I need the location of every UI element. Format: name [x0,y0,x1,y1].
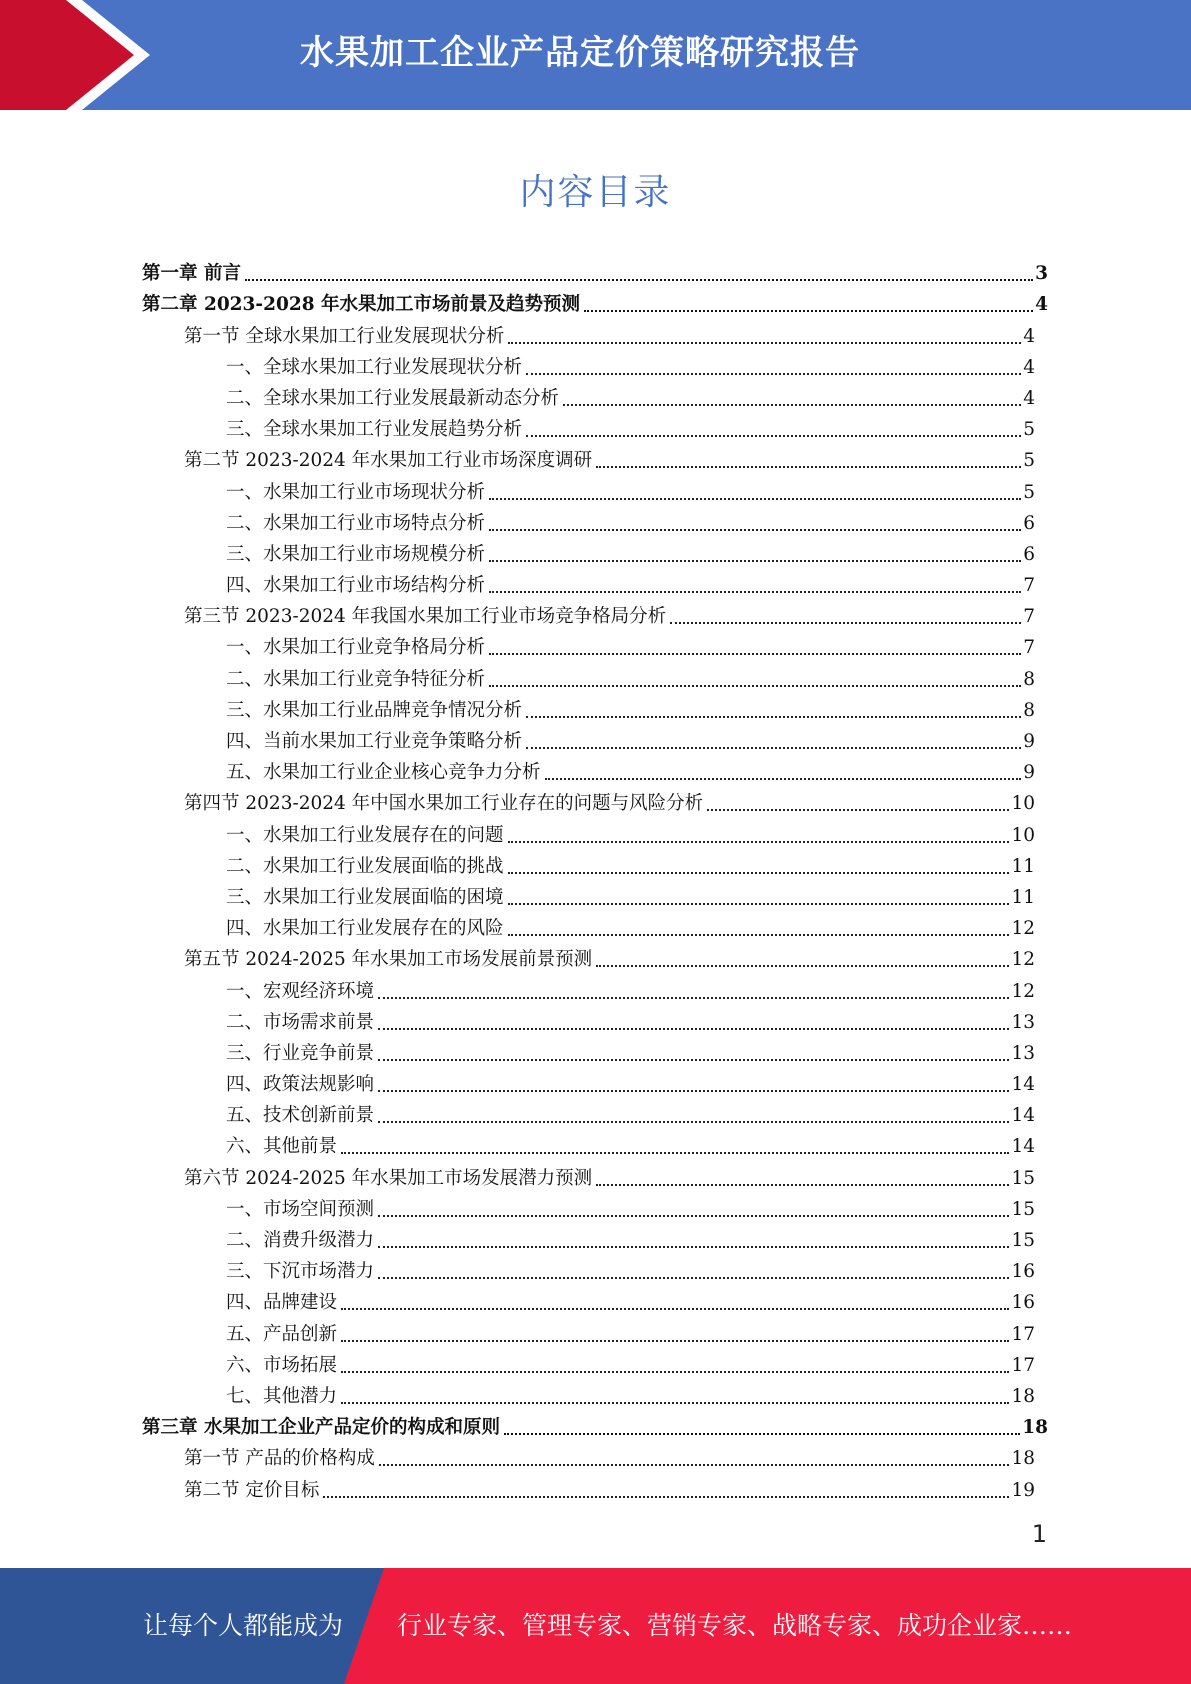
toc-dot-leader [489,684,1021,687]
table-of-contents [142,254,1048,1502]
toc-entry[interactable] [142,348,1035,379]
toc-entry[interactable] [142,847,1035,878]
toc-entry-title: 第一节 产品的价格构成 [184,1448,375,1470]
toc-dot-leader [378,1027,1009,1030]
toc-entry[interactable] [142,878,1035,909]
toc-entry-title: 四、品牌建设 [226,1292,338,1314]
toc-entry-title: 一、水果加工行业发展存在的问题 [226,824,504,846]
toc-entry[interactable] [142,909,1035,940]
toc-dot-leader [489,590,1021,593]
toc-entry-title: 三、行业竞争前景 [226,1042,375,1064]
toc-entry[interactable] [142,285,1048,316]
toc-dot-leader [378,1120,1009,1123]
toc-dot-leader [596,964,1009,967]
toc-entry-page: 5 [1023,419,1035,441]
toc-dot-leader [323,1495,1009,1498]
toc-dot-leader [341,1339,1009,1342]
toc-dot-leader [563,403,1021,406]
toc-entry[interactable] [142,566,1035,597]
toc-entry-title: 三、全球水果加工行业发展趋势分析 [226,419,523,441]
toc-entry-title: 一、市场空间预测 [226,1198,375,1220]
toc-entry-page: 9 [1023,762,1035,784]
toc-entry-page: 12 [1011,980,1035,1002]
toc-entry[interactable] [142,441,1035,472]
toc-entry-title: 第一章 前言 [142,263,241,285]
toc-entry-title: 三、水果加工行业品牌竞争情况分析 [226,699,523,721]
toc-dot-leader [526,372,1021,375]
toc-dot-leader [707,808,1009,811]
toc-entry-page: 5 [1023,481,1035,503]
toc-entry-title: 二、市场需求前景 [226,1011,375,1033]
toc-entry-title: 三、下沉市场潜力 [226,1261,375,1283]
toc-dot-leader [245,278,1033,281]
toc-entry-page: 5 [1023,450,1035,472]
toc-entry-page: 11 [1011,855,1035,877]
toc-dot-leader [504,1432,1020,1435]
toc-entry[interactable] [142,1034,1035,1065]
toc-entry[interactable] [142,1283,1035,1314]
toc-entry-title: 第四节 2023-2024 年中国水果加工行业存在的问题与风险分析 [184,793,704,815]
toc-entry-title: 二、水果加工行业竞争特征分析 [226,668,486,690]
toc-entry-page: 16 [1011,1261,1035,1283]
toc-entry[interactable] [142,316,1035,347]
toc-entry-title: 第三节 2023-2024 年我国水果加工行业市场竞争格局分析 [184,606,667,628]
footer-slogan-left: 让每个人都能成为 [143,1611,344,1640]
toc-dot-leader [378,1245,1009,1248]
toc-entry-page: 7 [1023,606,1035,628]
toc-entry-page: 16 [1011,1292,1035,1314]
toc-entry-page: 12 [1011,949,1035,971]
toc-entry-page: 3 [1035,263,1048,285]
toc-entry[interactable] [142,1439,1035,1470]
report-title: 水果加工企业产品定价策略研究报告 [300,33,860,73]
toc-entry-page: 9 [1023,731,1035,752]
toc-entry[interactable] [142,1096,1035,1127]
toc-entry-title: 第二节 2023-2024 年水果加工行业市场深度调研 [184,450,593,472]
toc-entry[interactable] [142,1408,1048,1439]
toc-entry-page: 18 [1011,1385,1035,1407]
toc-entry-title: 三、水果加工行业发展面临的困境 [226,886,504,908]
toc-entry-title: 一、全球水果加工行业发展现状分析 [226,356,523,378]
toc-entry-page: 8 [1023,699,1035,721]
toc-dot-leader [596,1183,1009,1186]
toc-entry[interactable] [142,815,1035,846]
toc-dot-leader [526,434,1021,437]
toc-dot-leader [596,465,1021,468]
toc-dot-leader [341,1401,1009,1404]
toc-entry[interactable] [142,628,1035,659]
toc-dot-leader [526,715,1021,718]
toc-dot-leader [526,746,1021,749]
toc-entry[interactable] [142,597,1035,628]
toc-entry-page: 6 [1023,543,1035,565]
toc-entry-title: 第二节 定价目标 [184,1479,320,1501]
toc-entry[interactable] [142,1221,1035,1252]
toc-entry-page: 14 [1011,1136,1035,1158]
toc-entry[interactable] [142,753,1035,784]
toc-entry[interactable] [142,1003,1035,1034]
toc-dot-leader [489,497,1021,500]
toc-entry-title: 一、水果加工行业市场现状分析 [226,481,486,503]
toc-entry[interactable] [142,971,1035,1002]
toc-entry-title: 第二章 2023-2028 年水果加工市场前景及趋势预测 [142,294,581,316]
toc-entry[interactable] [142,1127,1035,1158]
toc-dot-leader [508,341,1021,344]
toc-entry[interactable] [142,472,1035,503]
toc-dot-leader [489,528,1021,531]
toc-entry-page: 18 [1022,1417,1048,1439]
toc-entry[interactable] [142,1065,1035,1096]
toc-entry-title: 二、全球水果加工行业发展最新动态分析 [226,387,560,409]
toc-entry-title: 一、水果加工行业竞争格局分析 [226,637,486,659]
toc-entry-page: 4 [1023,387,1035,409]
toc-entry-title: 二、水果加工行业发展面临的挑战 [226,855,504,877]
toc-dot-leader [545,777,1022,780]
toc-dot-leader [341,1307,1009,1310]
toc-dot-leader [508,840,1010,843]
toc-entry[interactable] [142,659,1035,690]
toc-entry-title: 五、产品创新 [226,1323,338,1345]
toc-entry-title: 四、当前水果加工行业竞争策略分析 [226,731,523,752]
toc-entry-title: 四、政策法规影响 [226,1074,375,1096]
toc-entry[interactable] [142,722,1035,753]
toc-dot-leader [378,1058,1009,1061]
toc-entry-title: 六、其他前景 [226,1136,338,1158]
toc-dot-leader [379,1463,1010,1466]
toc-entry-page: 4 [1023,356,1035,378]
toc-dot-leader [670,621,1021,624]
toc-entry-title: 二、消费升级潜力 [226,1230,375,1251]
toc-heading: 内容目录 [519,172,672,213]
toc-entry-title: 第三章 水果加工企业产品定价的构成和原则 [142,1417,500,1439]
toc-dot-leader [508,871,1010,874]
toc-entry[interactable] [142,1158,1035,1189]
toc-entry-page: 13 [1011,1042,1035,1064]
toc-entry[interactable] [142,1190,1035,1221]
toc-dot-leader [508,933,1010,936]
page-number: 1 [1031,1520,1047,1548]
toc-entry[interactable] [142,254,1048,285]
footer-banner [0,1568,1191,1684]
toc-entry-page: 8 [1023,668,1035,690]
toc-entry-title: 六、市场拓展 [226,1354,338,1376]
toc-entry-title: 一、宏观经济环境 [226,980,375,1002]
toc-entry-page: 14 [1011,1074,1035,1096]
toc-dot-leader [489,652,1021,655]
report-header-banner [0,0,1191,110]
toc-entry-page: 15 [1011,1198,1035,1220]
toc-dot-leader [508,902,1010,905]
toc-entry[interactable] [142,1470,1035,1501]
toc-entry[interactable] [142,379,1035,410]
toc-dot-leader [341,1370,1009,1373]
toc-dot-leader [378,1276,1009,1279]
toc-entry-page: 17 [1011,1354,1035,1376]
toc-entry-page: 13 [1011,1011,1035,1033]
toc-dot-leader [378,1214,1009,1217]
toc-dot-leader [584,309,1033,312]
toc-dot-leader [489,559,1021,562]
footer-slogan-right: 行业专家、管理专家、营销专家、战略专家、成功企业家…… [397,1611,1073,1640]
toc-entry-title: 四、水果加工行业市场结构分析 [226,575,486,597]
toc-entry-page: 15 [1011,1230,1035,1251]
toc-entry-title: 五、水果加工行业企业核心竞争力分析 [226,762,541,784]
toc-entry-title: 四、水果加工行业发展存在的风险 [226,918,504,940]
toc-entry-page: 4 [1035,294,1048,316]
toc-entry[interactable] [142,1314,1035,1345]
toc-entry-page: 18 [1011,1448,1035,1470]
toc-entry-page: 11 [1011,886,1035,908]
toc-entry-page: 12 [1011,918,1035,940]
toc-entry-title: 第六节 2024-2025 年水果加工市场发展潜力预测 [184,1167,593,1189]
toc-entry-title: 七、其他潜力 [226,1385,338,1407]
toc-entry-title: 三、水果加工行业市场规模分析 [226,543,486,565]
toc-entry-page: 14 [1011,1105,1035,1127]
toc-entry-title: 第一节 全球水果加工行业发展现状分析 [184,325,505,347]
toc-entry-page: 17 [1011,1323,1035,1345]
toc-entry[interactable] [142,1346,1035,1377]
toc-dot-leader [341,1151,1009,1154]
toc-dot-leader [378,1089,1009,1092]
toc-entry-page: 19 [1011,1479,1035,1501]
toc-entry[interactable] [142,1252,1035,1283]
toc-entry-title: 二、水果加工行业市场特点分析 [226,512,486,534]
toc-dot-leader [378,996,1009,999]
toc-entry-page: 10 [1011,824,1035,846]
toc-entry[interactable] [142,535,1035,566]
toc-entry-page: 15 [1011,1167,1035,1189]
toc-entry-page: 4 [1023,325,1035,347]
toc-entry-title: 第五节 2024-2025 年水果加工市场发展前景预测 [184,949,593,971]
toc-entry[interactable] [142,940,1035,971]
toc-entry[interactable] [142,504,1035,535]
toc-entry-page: 7 [1023,575,1035,597]
toc-entry[interactable] [142,1377,1035,1408]
toc-entry-title: 五、技术创新前景 [226,1105,375,1127]
toc-entry[interactable] [142,410,1035,441]
toc-entry[interactable] [142,691,1035,722]
toc-entry-page: 10 [1011,793,1035,815]
toc-entry[interactable] [142,784,1035,815]
toc-entry-page: 7 [1023,637,1035,659]
toc-entry-page: 6 [1023,512,1035,534]
